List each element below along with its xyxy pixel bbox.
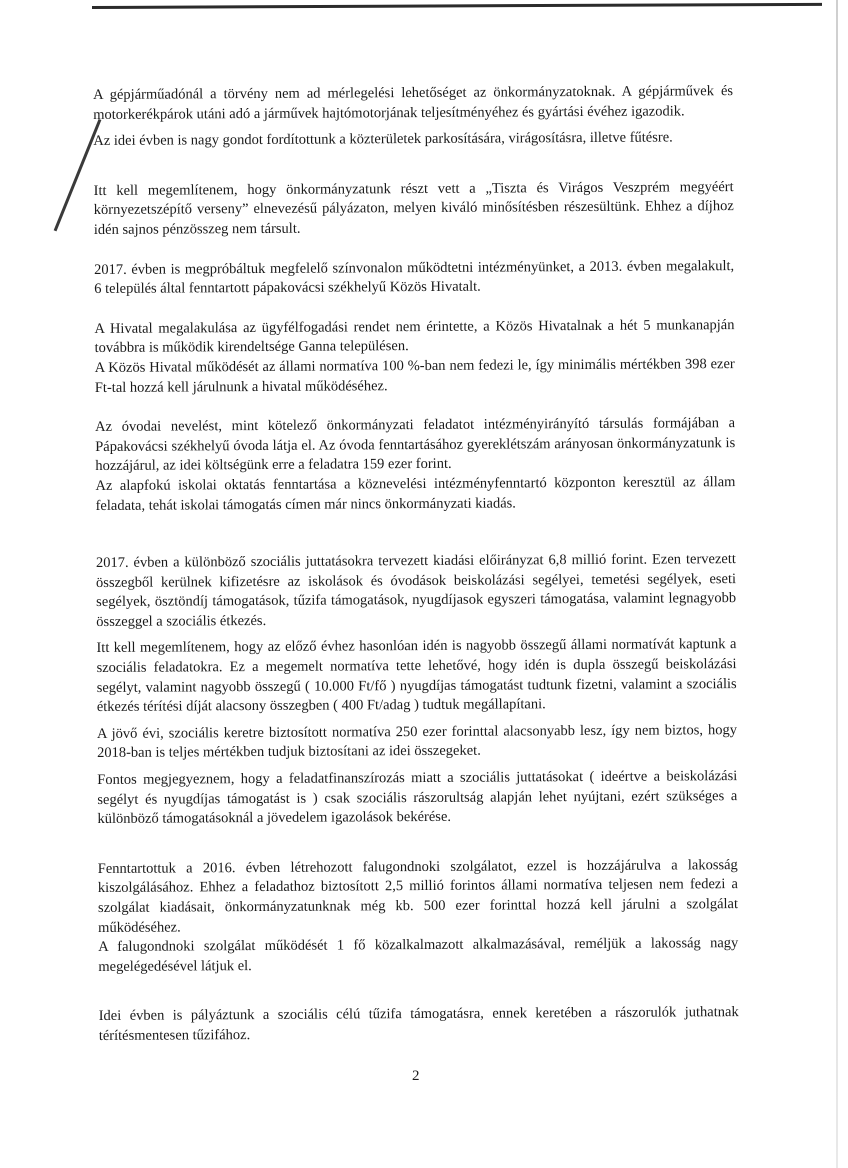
scan-edge-right — [836, 0, 838, 1168]
paragraph-next-year: A jövő évi, szociális keretre biztosított normatíva 250 ezer forinttal alacsonyabb lesz, így nem biztos, hogy 2018-ban is teljes mértékben tudjuk biztosítani az idei összegeket. — [96, 721, 737, 762]
paragraph-eligibility: Fontos megjegyeznem, hogy a feladatfinanszírozás miatt a szociális juttatásokat ( ideértve a beiskolázási segélyt és nyugdíjas támogatást is ) csak szociális rászorultság alapján lehet nyújtani, ezért szükséges a különböző támogatásoknál a jövedelem igazolások bekérése. — [97, 768, 738, 828]
paragraph-normative-increase: Itt kell megemlítenem, hogy az előző évhez hasonlóan idén is nagyobb összegű állami normatívát kaptunk a szociális feladatokra. Ez a megemelt normatíva tette lehetővé, hogy idén is dupla összegű beiskolázási segélyt, valamint nagyobb összegű ( 10.000 Ft/fő ) nyugdíjas támogatást tudtunk fizetni, valamint a szociális étkezés térítési díját alacsony összegben ( 400 Ft/adag ) tudtuk megállapítani. — [96, 636, 737, 716]
paragraph-firewood: Idei évben is pályáztunk a szociális célú tűzifa támogatásra, ennek keretében a rászorulók juthatnak térítésmentesen tűzifához. — [98, 1004, 739, 1044]
scan-edge-top — [92, 3, 822, 9]
paragraph-flower-competition: Itt kell megemlítenem, hogy önkormányzatunk részt vett a „Tiszta és Virágos Veszprém megyéért környezetszépítő verseny” elnevezésű pályázaton, melyen kiváló minősítésben részesültünk. Ehhez a díjhoz idén sajnos pénzösszeg nem társult. — [93, 178, 734, 238]
paragraph-kindergarten: Az óvodai nevelést, mint kötelező önkormányzati feladatot intézményirányító társulás formájában a Pápakovácsi székhelyű óvoda látja el. Az óvoda fenntartásához gyereklétszám arányosan önkormányzatunk is hozzájárul, az idei költségünk erre a feladatra 159 ezer forint. — [95, 415, 736, 475]
paragraph-caretaker-staff: A falugondnoki szolgálat működését 1 fő közalkalmazott alkalmazásával, reméljük a lakosság nagy megelégedésével látjuk el. — [98, 935, 739, 975]
page-number: 2 — [412, 1068, 420, 1084]
paragraph-public-spaces: Az idei évben is nagy gondot fordítottunk a közterületek parkosítására, virágosításra, illetve fűtésre. — [93, 129, 673, 150]
document-body — [93, 82, 739, 1046]
paragraph-school: Az alapfokú iskolai oktatás fenntartása a köznevelési intézményfenntartó központon keresztül az állam feladata, tehát iskolai támogatás címen már nincs önkormányzati kiadás. — [95, 473, 736, 514]
paragraph-joint-office: 2017. évben is megpróbáltuk megfelelő színvonalon működtetni intézményünket, a 2013. évben megalakult, 6 település által fenntartott pápakovácsi székhelyű Közös Hivatalt. — [94, 257, 735, 298]
paragraph-office-funding: A Közös Hivatal működését az állami normatíva 100 %-ban nem fedezi le, így minimális mértékben 398 ezer Ft-tal hozzá kell járulnunk a hivatal működéséhez. — [94, 356, 735, 396]
paragraph-vehicle-tax: A gépjárműadónál a törvény nem ad mérlegelési lehetőséget az önkormányzatoknak. A gépjárművek és motorkerékpárok utáni adó a járművek hajtómotorjának teljesítményéhez és gyártási évéhez igazodik. — [93, 83, 734, 123]
paragraph-office-founding: A Hivatal megalakulása az ügyfélfogadási rendet nem érintette, a Közös Hivatalnak a hét 5 munkanapján továbbra is működik kirendeltsége Ganna településen. — [94, 316, 735, 357]
paragraph-social-benefits: 2017. évben a különböző szociális juttatásokra tervezett kiadási előirányzat 6,8 millió forint. Ezen tervezett összegből kerülnek kifizetésre az iskolások és óvodások beiskolázási segélyei, temetési segélyek, eseti segélyek, ösztöndíj támogatások, tűzifa támogatások, nyugdíjasok egyszeri támogatása, valamint legnagyobb összeggel a szociális étkezés. — [95, 551, 737, 630]
paragraph-village-caretaker: Fenntartottuk a 2016. évben létrehozott falugondnoki szolgálatot, ezzel is hozzájárulva a lakosság kiszolgálásához. Ehhez a feladathoz biztosított 2,5 millió forintos állami normatíva teljesen nem fedezi a szolgálat kiadásait, önkormányzatunknak még kb. 500 ezer forinttal hozzá kell járulni a szolgálat működéséhez. — [97, 856, 739, 936]
